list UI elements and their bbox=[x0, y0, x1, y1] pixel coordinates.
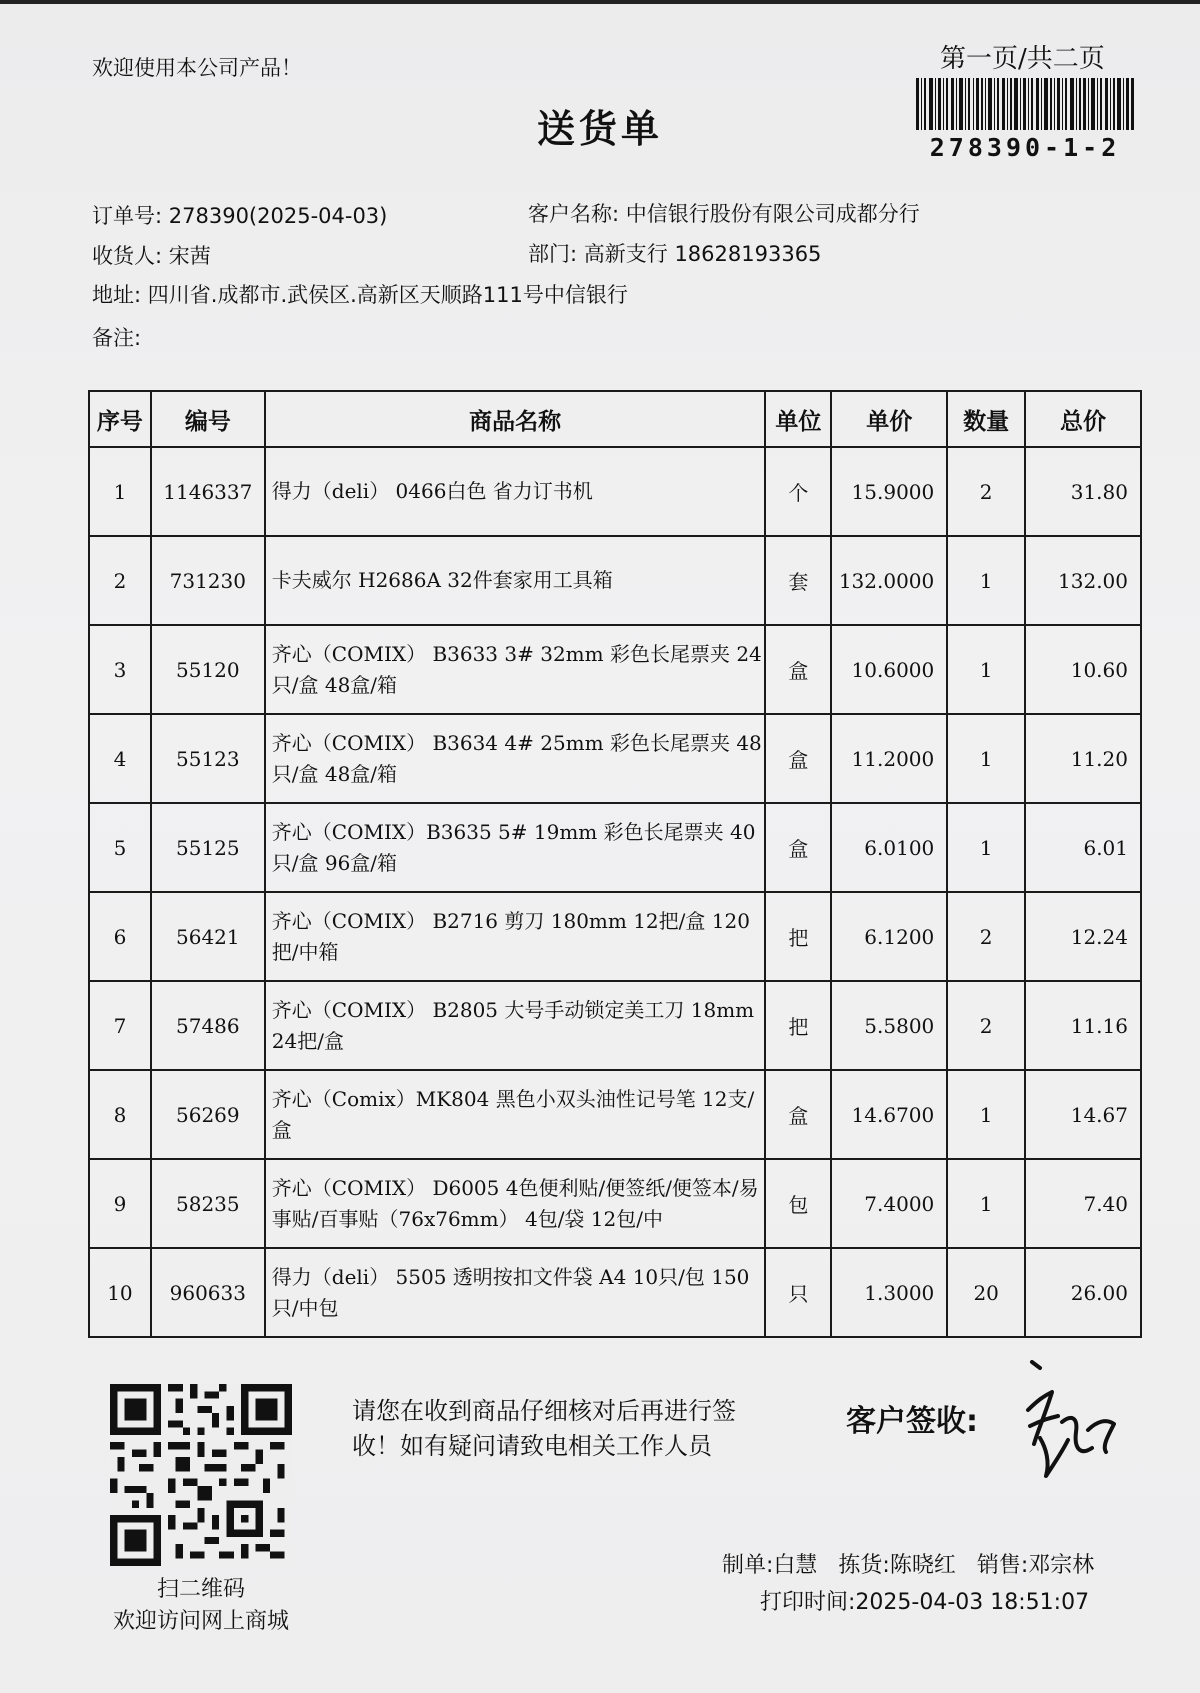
customer-sign-label: 客户签收: bbox=[846, 1404, 978, 1439]
cell-unit: 个 bbox=[765, 447, 831, 536]
cell-unit-price: 132.0000 bbox=[831, 536, 947, 625]
department-label: 部门: bbox=[528, 242, 578, 266]
cell-seq: 10 bbox=[89, 1248, 151, 1337]
table-row bbox=[89, 981, 1141, 1070]
cell-total: 11.16 bbox=[1025, 981, 1141, 1070]
barcode-number: 278390-1-2 bbox=[929, 133, 1121, 162]
cell-unit: 盒 bbox=[765, 714, 831, 803]
department-value: 高新支行 18628193365 bbox=[583, 242, 822, 266]
cell-code: 55125 bbox=[151, 803, 265, 892]
cell-quantity: 1 bbox=[947, 803, 1025, 892]
cell-seq: 4 bbox=[89, 714, 151, 803]
cell-unit-price: 6.1200 bbox=[831, 892, 947, 981]
cell-quantity: 1 bbox=[947, 625, 1025, 714]
cell-code: 55123 bbox=[151, 714, 265, 803]
cell-total: 14.67 bbox=[1025, 1070, 1141, 1159]
address-value: 四川省.成都市.武侯区.高新区天顺路111号中信银行 bbox=[147, 283, 628, 307]
header-code: 编号 bbox=[151, 391, 265, 447]
cell-seq: 5 bbox=[89, 803, 151, 892]
sales-text: 销售:邓宗林 bbox=[976, 1553, 1095, 1578]
table-row bbox=[89, 803, 1141, 892]
cell-unit-price: 1.3000 bbox=[831, 1248, 947, 1337]
cell-unit-price: 14.6700 bbox=[831, 1070, 947, 1159]
barcode-icon bbox=[916, 78, 1134, 130]
cell-seq: 6 bbox=[89, 892, 151, 981]
order-number-line bbox=[92, 200, 387, 230]
cell-quantity: 1 bbox=[947, 1159, 1025, 1248]
cell-code: 731230 bbox=[151, 536, 265, 625]
customer-name-value: 中信银行股份有限公司成都分行 bbox=[625, 202, 920, 226]
table-row bbox=[89, 536, 1141, 625]
cell-code: 58235 bbox=[151, 1159, 265, 1248]
table-row bbox=[89, 1159, 1141, 1248]
items-table bbox=[88, 390, 1142, 1338]
table-row bbox=[89, 892, 1141, 981]
cell-total: 31.80 bbox=[1025, 447, 1141, 536]
cell-seq: 9 bbox=[89, 1159, 151, 1248]
cell-total: 132.00 bbox=[1025, 536, 1141, 625]
cell-product-name: 齐心（COMIX） B2716 剪刀 180mm 12把/盒 120把/中箱 bbox=[265, 892, 766, 981]
qr-caption-scan: 扫二维码 bbox=[156, 1577, 245, 1602]
cell-unit: 把 bbox=[765, 981, 831, 1070]
cell-code: 56421 bbox=[151, 892, 265, 981]
cell-product-name: 齐心（COMIX） D6005 4色便利贴/便签纸/便签本/易事贴/百事贴（76x76mm） 4包/袋 12包/中 bbox=[265, 1159, 766, 1248]
cell-unit: 盒 bbox=[765, 803, 831, 892]
cell-unit: 盒 bbox=[765, 625, 831, 714]
cell-unit-price: 15.9000 bbox=[831, 447, 947, 536]
cell-product-name: 卡夫威尔 H2686A 32件套家用工具箱 bbox=[265, 536, 766, 625]
remark-label: 备注: bbox=[92, 326, 142, 350]
order-number-label: 订单号: bbox=[92, 204, 163, 228]
cell-unit-price: 5.5800 bbox=[831, 981, 947, 1070]
cell-seq: 1 bbox=[89, 447, 151, 536]
maker-text: 制单:白慧 bbox=[722, 1553, 818, 1578]
cell-quantity: 2 bbox=[947, 981, 1025, 1070]
cell-seq: 8 bbox=[89, 1070, 151, 1159]
cell-total: 12.24 bbox=[1025, 892, 1141, 981]
cell-unit-price: 10.6000 bbox=[831, 625, 947, 714]
department-line bbox=[528, 238, 821, 268]
cell-unit: 盒 bbox=[765, 1070, 831, 1159]
cell-quantity: 1 bbox=[947, 714, 1025, 803]
handwritten-signature bbox=[1010, 1352, 1130, 1502]
cell-quantity: 2 bbox=[947, 447, 1025, 536]
receiver-line bbox=[92, 240, 211, 270]
cell-product-name: 齐心（COMIX） B3634 4# 25mm 彩色长尾票夹 48只/盒 48盒/箱 bbox=[265, 714, 766, 803]
table-row bbox=[89, 714, 1141, 803]
cell-seq: 2 bbox=[89, 536, 151, 625]
print-time-text: 打印时间:2025-04-03 18:51:07 bbox=[760, 1590, 1090, 1615]
cell-total: 7.40 bbox=[1025, 1159, 1141, 1248]
cell-quantity: 2 bbox=[947, 892, 1025, 981]
table-row bbox=[89, 1248, 1141, 1337]
cell-product-name: 齐心（COMIX） B2805 大号手动锁定美工刀 18mm 24把/盒 bbox=[265, 981, 766, 1070]
header-unit-price: 单价 bbox=[831, 391, 947, 447]
cell-code: 960633 bbox=[151, 1248, 265, 1337]
cell-total: 10.60 bbox=[1025, 625, 1141, 714]
cell-unit-price: 11.2000 bbox=[831, 714, 947, 803]
customer-name-label: 客户名称: bbox=[528, 202, 620, 226]
cell-unit-price: 7.4000 bbox=[831, 1159, 947, 1248]
top-edge-shadow bbox=[0, 0, 1200, 4]
cell-code: 56269 bbox=[151, 1070, 265, 1159]
address-label: 地址: bbox=[92, 283, 142, 307]
header-product-name: 商品名称 bbox=[265, 391, 766, 447]
cell-seq: 3 bbox=[89, 625, 151, 714]
cell-total: 6.01 bbox=[1025, 803, 1141, 892]
cell-total: 11.20 bbox=[1025, 714, 1141, 803]
cell-code: 55120 bbox=[151, 625, 265, 714]
cell-seq: 7 bbox=[89, 981, 151, 1070]
cell-unit: 套 bbox=[765, 536, 831, 625]
cell-quantity: 1 bbox=[947, 536, 1025, 625]
cell-unit: 把 bbox=[765, 892, 831, 981]
header-unit: 单位 bbox=[765, 391, 831, 447]
cell-unit: 包 bbox=[765, 1159, 831, 1248]
receiver-label: 收货人: bbox=[92, 244, 163, 268]
table-row bbox=[89, 625, 1141, 714]
cell-code: 57486 bbox=[151, 981, 265, 1070]
verification-notice: 请您在收到商品仔细核对后再进行签收！如有疑问请致电相关工作人员 bbox=[352, 1397, 736, 1460]
page-indicator: 第一页/共二页 bbox=[940, 44, 1105, 74]
cell-product-name: 齐心（Comix）MK804 黑色小双头油性记号笔 12支/盒 bbox=[265, 1070, 766, 1159]
table-header-row bbox=[89, 391, 1141, 447]
greeting-text: 欢迎使用本公司产品！ bbox=[92, 56, 302, 80]
header-quantity: 数量 bbox=[947, 391, 1025, 447]
staff-line bbox=[722, 1548, 1108, 1579]
picker-text: 拣货:陈晓红 bbox=[838, 1553, 956, 1578]
cell-quantity: 1 bbox=[947, 1070, 1025, 1159]
cell-unit: 只 bbox=[765, 1248, 831, 1337]
address-line bbox=[92, 279, 628, 309]
table-row bbox=[89, 447, 1141, 536]
cell-product-name: 得力（deli） 0466白色 省力订书机 bbox=[265, 447, 766, 536]
cell-product-name: 齐心（COMIX）B3635 5# 19mm 彩色长尾票夹 40只/盒 96盒/箱 bbox=[265, 803, 766, 892]
header-seq: 序号 bbox=[89, 391, 151, 447]
customer-name-line bbox=[528, 198, 920, 228]
header-total: 总价 bbox=[1025, 391, 1141, 447]
receiver-value: 宋茜 bbox=[168, 244, 211, 268]
cell-product-name: 得力（deli） 5505 透明按扣文件袋 A4 10只/包 150只/中包 bbox=[265, 1248, 766, 1337]
order-number-value: 278390(2025-04-03) bbox=[168, 204, 388, 228]
cell-total: 26.00 bbox=[1025, 1248, 1141, 1337]
table-row bbox=[89, 1070, 1141, 1159]
document-title: 送货单 bbox=[536, 107, 663, 151]
cell-product-name: 齐心（COMIX） B3633 3# 32mm 彩色长尾票夹 24只/盒 48盒/箱 bbox=[265, 625, 766, 714]
remark-line bbox=[92, 322, 141, 352]
cell-quantity: 20 bbox=[947, 1248, 1025, 1337]
qr-code-icon[interactable] bbox=[110, 1384, 292, 1566]
cell-code: 1146337 bbox=[151, 447, 265, 536]
qr-caption-mall: 欢迎访问网上商城 bbox=[112, 1609, 289, 1634]
cell-unit-price: 6.0100 bbox=[831, 803, 947, 892]
